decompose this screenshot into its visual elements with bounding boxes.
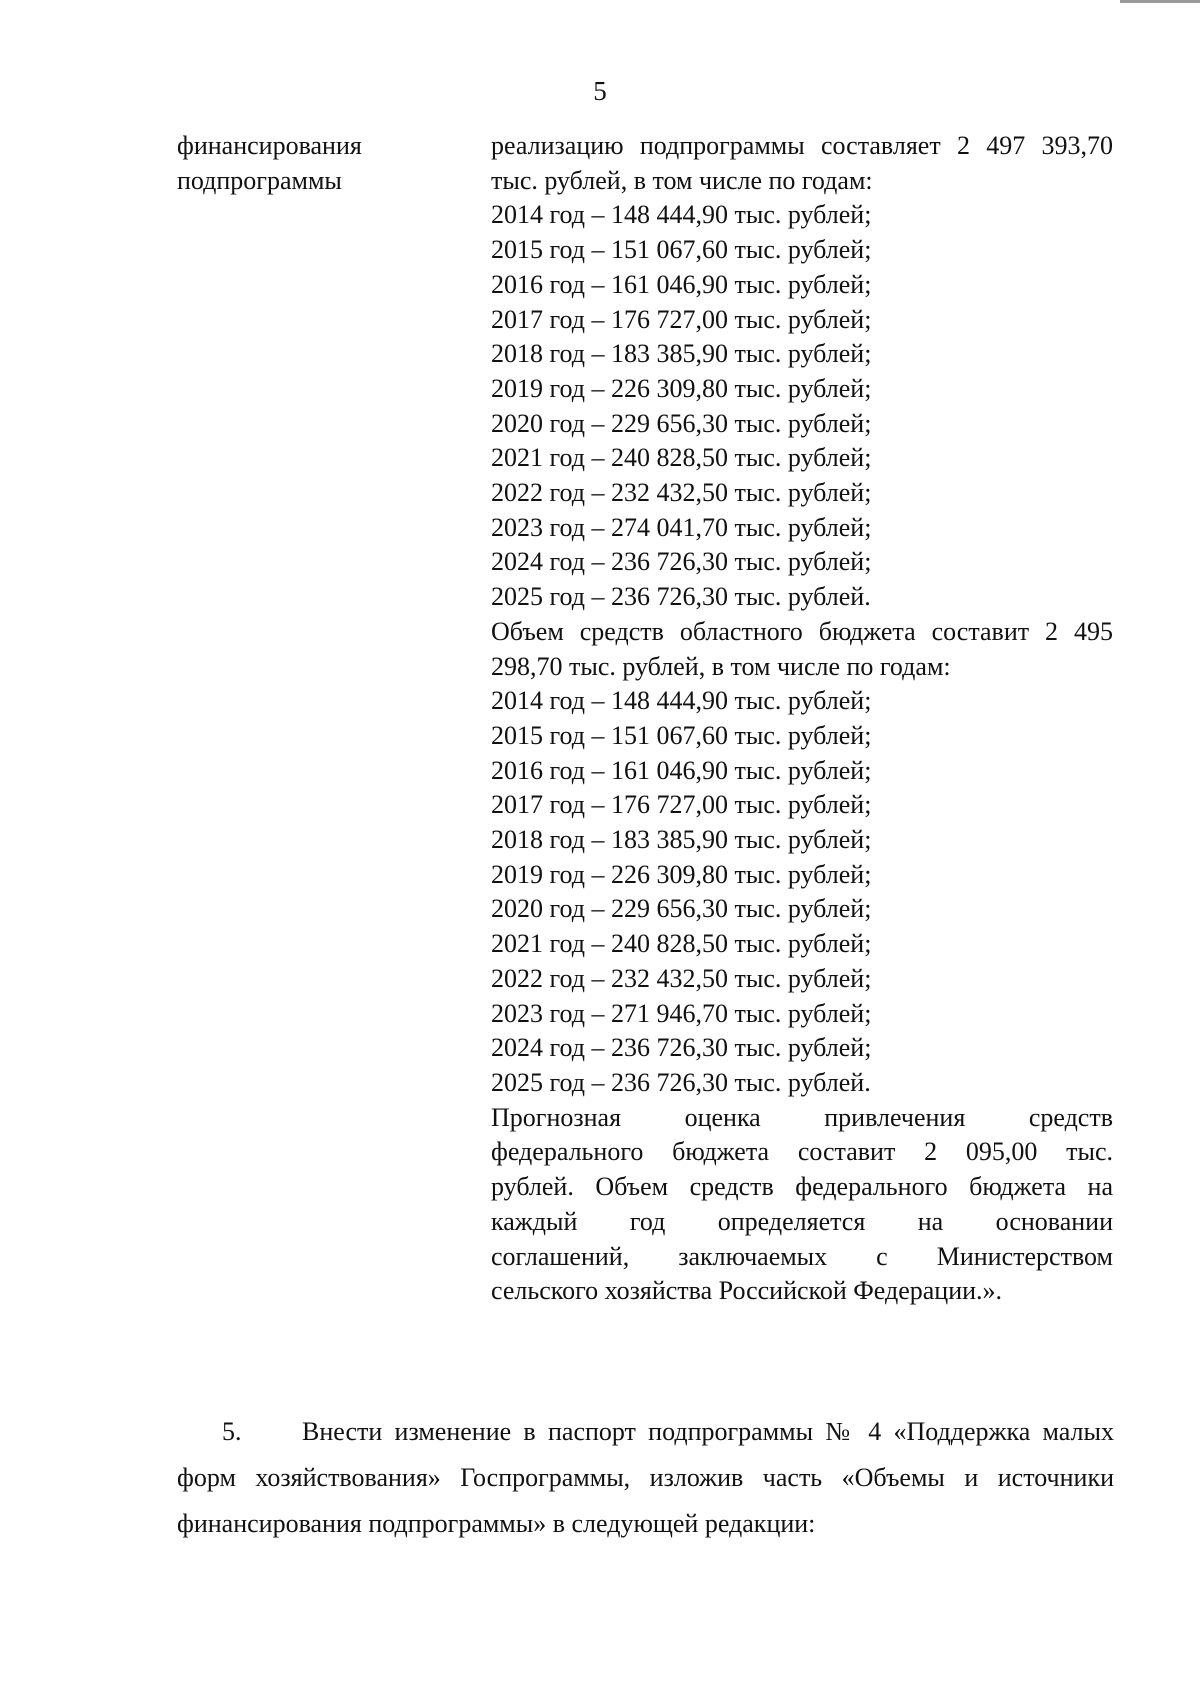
list-item: 2017 год – 176 727,00 тыс. рублей; [491, 790, 872, 820]
federal-paragraph-line: сельского хозяйства Российской Федерации.». [491, 1276, 1003, 1306]
list-item: 2025 год – 236 726,30 тыс. рублей. [491, 1067, 871, 1097]
table-left-column [177, 129, 477, 198]
list-item: 2020 год – 229 656,30 тыс. рублей; [491, 894, 872, 924]
paragraph-text: Внести изменение в паспорт подпрограммы № 4 «Поддержка малых [302, 1417, 1114, 1446]
paragraph-line: финансирования подпрограммы» в следующей редакции: [177, 1509, 816, 1538]
list-item: 2019 год – 226 309,80 тыс. рублей; [491, 373, 872, 403]
list-item: 2017 год – 176 727,00 тыс. рублей; [491, 304, 872, 334]
page-number: 5 [593, 76, 607, 106]
federal-paragraph-line: федерального бюджета составит 2 095,00 тыс. [491, 1137, 1113, 1167]
regional-intro-line: Объем средств областного бюджета составит 2 495 [491, 616, 1113, 646]
list-item: 2024 год – 236 726,30 тыс. рублей; [491, 1033, 872, 1063]
list-item: 2022 год – 232 432,50 тыс. рублей; [491, 963, 872, 993]
list-item: 2016 год – 161 046,90 тыс. рублей; [491, 755, 872, 785]
regional-by-year-list [491, 684, 1113, 1100]
paragraph-line: форм хозяйствования» Госпрограммы, изложив часть «Объемы и источники [177, 1463, 1114, 1492]
total-by-year-list [491, 198, 1113, 614]
paragraph-line [177, 1409, 1114, 1455]
left-column-line: подпрограммы [177, 165, 342, 195]
paragraph-5 [177, 1409, 1114, 1547]
federal-paragraph-line: рублей. Объем средств федерального бюджета на [491, 1172, 1113, 1202]
list-item: 2020 год – 229 656,30 тыс. рублей; [491, 408, 872, 438]
list-item: 2014 год – 148 444,90 тыс. рублей; [491, 686, 872, 716]
list-item: 2018 год – 183 385,90 тыс. рублей; [491, 825, 872, 855]
list-item: 2023 год – 274 041,70 тыс. рублей; [491, 512, 872, 542]
federal-paragraph-line: соглашений, заключаемых с Министерством [491, 1241, 1113, 1271]
list-item: 2025 год – 236 726,30 тыс. рублей. [491, 582, 871, 612]
list-item: 2021 год – 240 828,50 тыс. рублей; [491, 929, 872, 959]
list-item: 2021 год – 240 828,50 тыс. рублей; [491, 443, 872, 473]
list-item: 2018 год – 183 385,90 тыс. рублей; [491, 339, 872, 369]
scan-edge-mark [1120, 0, 1200, 3]
list-item: 2014 год – 148 444,90 тыс. рублей; [491, 200, 872, 230]
list-item: 2016 год – 161 046,90 тыс. рублей; [491, 269, 872, 299]
list-item: 2024 год – 236 726,30 тыс. рублей; [491, 547, 872, 577]
list-item: 2023 год – 271 946,70 тыс. рублей; [491, 998, 872, 1028]
table-right-column [491, 129, 1113, 1309]
regional-intro-line: 298,70 тыс. рублей, в том числе по годам: [491, 651, 951, 681]
left-column-line: финансирования [177, 131, 362, 160]
paragraph-number: 5. [222, 1417, 242, 1446]
total-intro-line: тыс. рублей, в том числе по годам: [491, 165, 873, 195]
federal-paragraph-line: каждый год определяется на основании [491, 1206, 1113, 1236]
list-item: 2022 год – 232 432,50 тыс. рублей; [491, 478, 872, 508]
list-item: 2015 год – 151 067,60 тыс. рублей; [491, 235, 872, 265]
list-item: 2019 год – 226 309,80 тыс. рублей; [491, 859, 872, 889]
list-item: 2015 год – 151 067,60 тыс. рублей; [491, 720, 872, 750]
federal-budget-paragraph [491, 1101, 1113, 1309]
total-intro-line: реализацию подпрограммы составляет 2 497 393,70 [491, 131, 1113, 160]
federal-paragraph-line: Прогнозная оценка привлечения средств [491, 1102, 1113, 1132]
